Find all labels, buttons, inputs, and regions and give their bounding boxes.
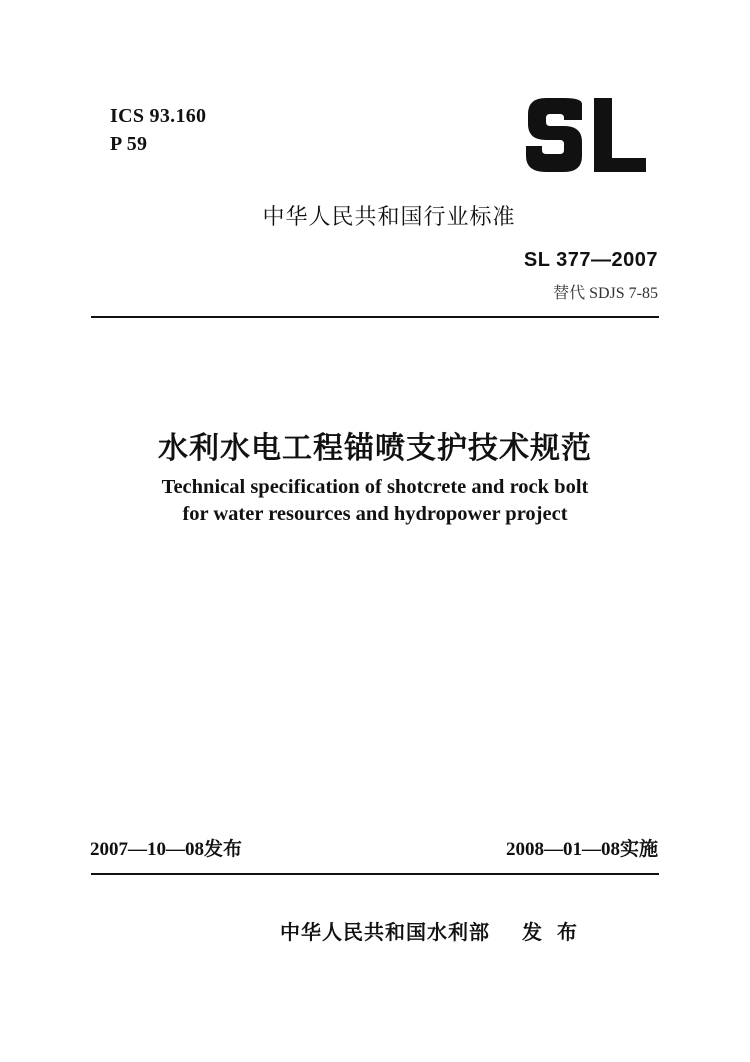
bottom-divider: [91, 873, 659, 875]
effective-label: 实施: [619, 838, 658, 860]
logo-letter-l: [594, 98, 646, 172]
standard-code: SL 377—2007: [523, 249, 658, 271]
ics-code: ICS 93.160: [110, 105, 207, 127]
class-code: P 59: [110, 133, 148, 155]
title-english-line-2: for water resources and hydropower project: [182, 503, 568, 525]
sl-logo-icon: [524, 96, 648, 176]
issue-date: 2007—10—08: [90, 839, 204, 860]
issuer-action: 发 布: [522, 920, 581, 944]
issue-date-block: [90, 834, 242, 861]
top-divider: [91, 316, 659, 318]
issuer-line: [280, 916, 581, 945]
replaces-note: 替代 SDJS 7-85: [553, 285, 658, 302]
classification-block: [110, 102, 206, 158]
logo-letter-s: [526, 98, 582, 172]
issue-label: 发布: [204, 838, 243, 860]
effective-date: 2008—01—08: [505, 839, 620, 860]
title-chinese: 水利水电工程锚喷支护技术规范: [158, 431, 592, 466]
title-english-line-1: Technical specification of shotcrete and rock bolt: [161, 476, 589, 498]
standard-type: 中华人民共和国行业标准: [262, 205, 516, 230]
title-english: [0, 474, 750, 528]
effective-date-block: [506, 834, 658, 861]
issuer-name: 中华人民共和国水利部: [280, 920, 490, 944]
